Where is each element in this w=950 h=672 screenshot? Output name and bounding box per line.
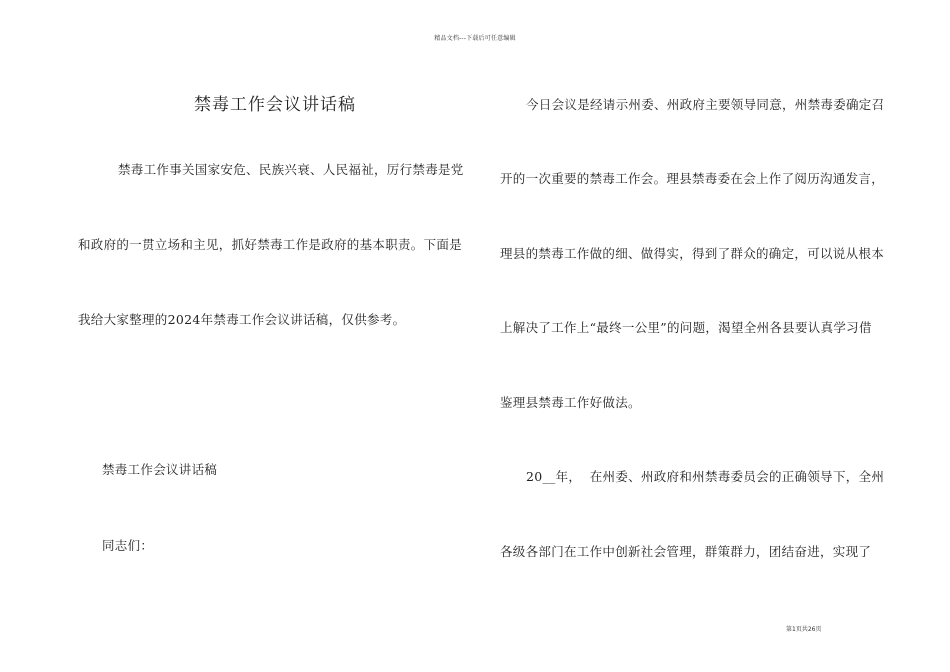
speech-subtitle: 禁毒工作会议讲话稿 — [102, 462, 218, 477]
body-line-1: 今日会议是经请示州委、州政府主要领导同意，州禁毒委确定召 — [526, 97, 885, 112]
header-note: 精品文档---下载后可任意编辑 — [434, 35, 516, 42]
body-line-7: 各级各部门在工作中创新社会管理，群策群力，团结奋进，实现了 — [500, 544, 872, 559]
body-line-2: 开的一次重要的禁毒工作会。理县禁毒委在会上作了阅历沟通发言， — [500, 171, 885, 186]
page-number: 第1页共26页 — [786, 626, 822, 633]
intro-line-2: 和政府的一贯立场和主见，抓好禁毒工作是政府的基本职责。下面是 — [78, 237, 463, 252]
body-line-6: 20__年， 在州委、州政府和州禁毒委员会的正确领导下，全州 — [526, 469, 885, 484]
document-title: 禁毒工作会议讲话稿 — [194, 95, 356, 115]
salutation: 同志们： — [102, 538, 154, 553]
body-line-3: 理县的禁毒工作做的细、做得实，得到了群众的确定，可以说从根本 — [500, 246, 885, 261]
body-line-5: 鉴理县禁毒工作好做法。 — [500, 395, 641, 410]
intro-line-3: 我给大家整理的2024年禁毒工作会议讲话稿，仅供参考。 — [78, 312, 406, 327]
intro-line-1: 禁毒工作事关国家安危、民族兴衰、人民福祉，厉行禁毒是党 — [118, 162, 464, 177]
body-line-4: 上解决了工作上“最终一公里”的问题，渴望全州各县要认真学习借 — [500, 320, 872, 335]
